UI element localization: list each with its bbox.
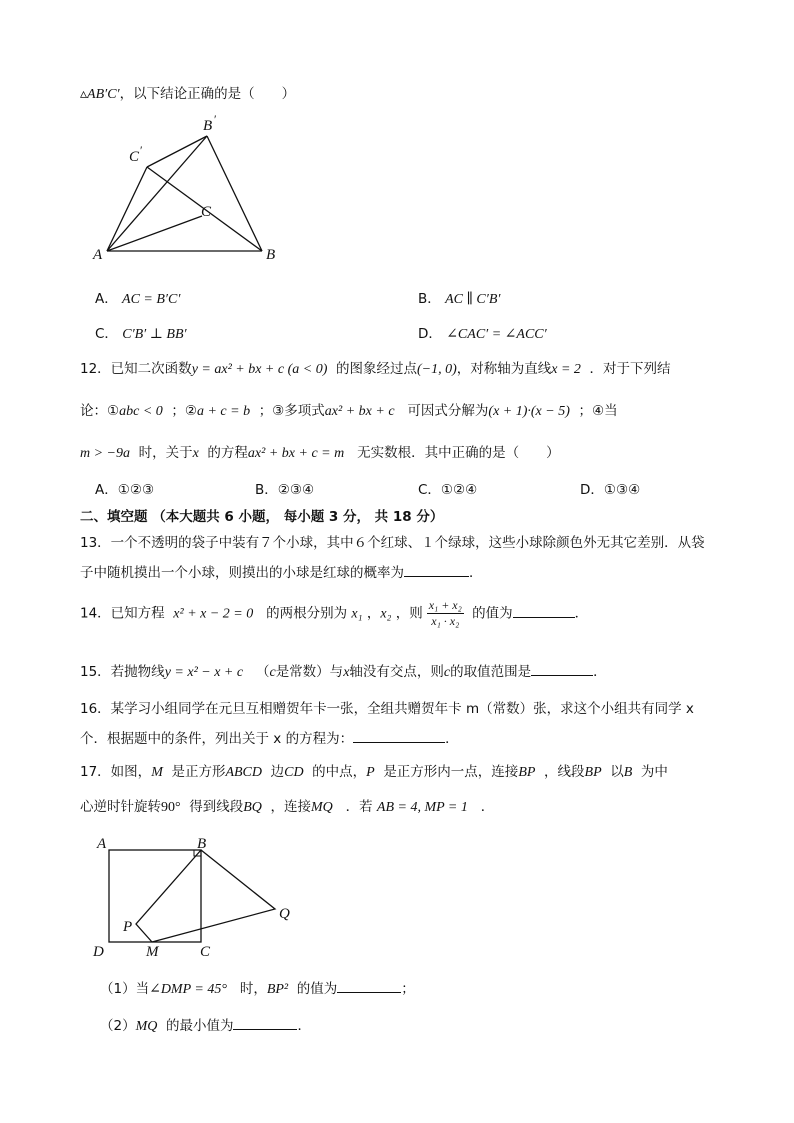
q15-text: （ bbox=[255, 664, 270, 680]
q12-equation: ax² + bx + c = m bbox=[247, 446, 345, 461]
q15-answer-blank[interactable] bbox=[531, 662, 593, 676]
q12-conclusion-2: a + c = b bbox=[196, 404, 251, 419]
q12-text: 论：① bbox=[80, 403, 120, 419]
q11-label-b-prime-mark: ′ bbox=[214, 112, 217, 126]
q14-root-1: x₁ bbox=[351, 606, 363, 622]
q17-sub1-text: （1）当 bbox=[100, 981, 150, 997]
q17-figure bbox=[90, 832, 300, 962]
q17-text: 以 bbox=[610, 764, 624, 780]
q12-text: ．对于下列结 bbox=[589, 361, 671, 377]
q17-label-m: M bbox=[146, 944, 159, 960]
q12-option-b: B．②③④ bbox=[255, 482, 315, 498]
q11-option-b-letter: B． bbox=[418, 291, 441, 307]
q12-text: ，对称轴为直线 bbox=[456, 361, 552, 377]
q17-point-m: M bbox=[151, 765, 163, 780]
q11-option-b-math: AC ∥ C′B′ bbox=[445, 292, 501, 307]
q14-text: 的两根分别为 bbox=[266, 605, 348, 622]
q17-sub1-text: 时， bbox=[239, 981, 267, 997]
q14-line bbox=[80, 598, 588, 629]
q17-side: CD bbox=[284, 765, 304, 780]
q17-label-d: D bbox=[93, 944, 104, 960]
q11-option-b bbox=[418, 287, 500, 308]
q11-stem-text: ，以下结论正确的是（ ） bbox=[119, 86, 296, 102]
q11-option-a bbox=[95, 287, 180, 308]
q16-answer-blank[interactable] bbox=[353, 729, 445, 743]
q12-text: ；④当 bbox=[578, 403, 618, 419]
q17-segment-bp: BP bbox=[518, 765, 536, 780]
q11-option-a-letter: A． bbox=[95, 291, 118, 307]
q13-text: 子中随机摸出一个小球，则摸出的小球是红球的概率为 bbox=[80, 565, 404, 581]
q17-given: AB = 4, MP = 1 bbox=[376, 800, 468, 815]
q14-text: 14．已知方程 bbox=[80, 605, 165, 622]
q17-label-c: C bbox=[200, 944, 211, 960]
q12-text: 的图象经过点 bbox=[335, 361, 417, 377]
q12-text: 无实数根．其中正确的是（ ） bbox=[357, 445, 560, 461]
q16-line1: 16．某学习小组同学在元旦互相赠贺年卡一张，全组共赠贺年卡 m（常数）张，求这个小组共有同学 x bbox=[80, 701, 694, 717]
q17-text: 17．如图， bbox=[80, 764, 152, 780]
q12-text: ；③多项式 bbox=[258, 403, 325, 419]
q17-sub2-answer-blank[interactable] bbox=[233, 1016, 297, 1030]
q16-text: 个．根据题中的条件，列出关于 x 的方程为： bbox=[80, 731, 354, 747]
q11-line-a-b-prime bbox=[107, 136, 207, 251]
q11-label-a: A bbox=[93, 247, 103, 263]
q17-text: 得到线段 bbox=[189, 799, 244, 815]
q17-sub1-answer-blank[interactable] bbox=[337, 979, 401, 993]
q17-segment-bp: BP bbox=[584, 765, 602, 780]
q12-text: 12．已知二次函数 bbox=[80, 361, 192, 377]
q14-answer-blank[interactable] bbox=[513, 604, 575, 618]
q12-conclusion-1: abc < 0 bbox=[119, 404, 163, 419]
q17-segment-bp-pm bbox=[136, 850, 201, 942]
q14-root-2: x₂ bbox=[380, 606, 392, 622]
q12-line3 bbox=[80, 441, 560, 462]
q17-sub2-end: ． bbox=[297, 1018, 311, 1034]
q17-text: 为中 bbox=[640, 764, 668, 780]
q17-square: ABCD bbox=[225, 765, 263, 780]
q12-option-c: C．①②④ bbox=[418, 482, 478, 498]
q12-text: 可因式分解为 bbox=[407, 403, 489, 419]
q12-axis: x = 2 bbox=[551, 362, 581, 377]
q17-sub1-text: 的值为 bbox=[296, 981, 338, 997]
q17-text: 是正方形 bbox=[171, 764, 226, 780]
q17-label-q: Q bbox=[279, 906, 290, 922]
q11-figure bbox=[90, 110, 290, 270]
q11-label-b: B bbox=[266, 247, 276, 263]
q11-label-c-prime: C bbox=[129, 149, 140, 165]
q17-label-p: P bbox=[123, 919, 133, 935]
q11-label-c: C bbox=[201, 204, 212, 220]
q15-variable-c: c bbox=[443, 665, 451, 680]
q11-option-c-math: C′B′ ⊥ BB′ bbox=[122, 327, 187, 342]
q12-line2 bbox=[80, 399, 618, 420]
q11-line-b-prime-b bbox=[207, 136, 262, 251]
section-heading: 二、填空题 （本大题共 6 小题， 每小题 3 分， 共 18 分） bbox=[80, 509, 444, 525]
q11-stem bbox=[80, 82, 295, 103]
q15-variable-x: x bbox=[343, 665, 350, 680]
q17-text: ． bbox=[480, 799, 495, 815]
q17-text: ，线段 bbox=[544, 764, 585, 780]
q11-line-c-prime-b-prime bbox=[147, 136, 207, 167]
q13-line2 bbox=[80, 561, 483, 581]
q14-end: ． bbox=[574, 605, 589, 622]
q11-option-a-math: AC = B′C′ bbox=[122, 292, 181, 307]
q12-function: y = ax² + bx + c (a < 0) bbox=[191, 362, 328, 377]
q11-label-b-prime: B bbox=[203, 118, 213, 134]
q15-end: ． bbox=[593, 664, 607, 680]
q17-sub2-text: （2） bbox=[100, 1018, 136, 1034]
q17-line2 bbox=[80, 795, 494, 816]
q17-text: 是正方形内一点，连接 bbox=[383, 764, 519, 780]
q17-text: ，连接 bbox=[270, 799, 311, 815]
q17-line1 bbox=[80, 760, 668, 781]
q14-denominator: x₁ · x₂ bbox=[431, 614, 460, 628]
q11-option-d bbox=[418, 322, 547, 343]
q12-option-a: A．①②③ bbox=[95, 482, 155, 498]
q17-text: 边 bbox=[270, 764, 285, 780]
q17-sub2-segment: MQ bbox=[135, 1019, 158, 1034]
q17-text: 的中点， bbox=[312, 764, 367, 780]
q17-text: 心逆时针旋转 bbox=[80, 799, 161, 815]
q17-sub1 bbox=[100, 977, 415, 998]
q17-angle: 90° bbox=[161, 800, 181, 815]
q17-segment-bq: BQ bbox=[243, 800, 262, 815]
q17-sub1-condition: ∠DMP = 45° bbox=[149, 982, 227, 997]
q12-line1 bbox=[80, 357, 671, 378]
q15-text: 的取值范围是 bbox=[450, 664, 532, 680]
q12-text: ；② bbox=[171, 403, 197, 419]
q15-parabola: y = x² − x + c bbox=[164, 665, 244, 680]
q14-text: ， bbox=[366, 605, 381, 622]
q14-fraction bbox=[427, 598, 464, 629]
q12-option-d: D．①③④ bbox=[580, 482, 641, 498]
q15-text: 轴没有交点，则 bbox=[349, 664, 444, 680]
q14-text: 的值为 bbox=[472, 605, 513, 622]
q13-end: ． bbox=[469, 565, 483, 581]
q13-line1: 13．一个不透明的袋子中装有７个小球，其中６个红球、１个绿球，这些小球除颜色外无其它差别．从袋 bbox=[80, 535, 705, 551]
q11-label-c-prime-mark: ′ bbox=[140, 143, 143, 157]
q12-text: 时，关于 bbox=[138, 445, 193, 461]
q17-segment-mq: MQ bbox=[310, 800, 333, 815]
q17-sub2 bbox=[100, 1014, 311, 1035]
q14-equation: x² + x − 2 = 0 bbox=[173, 606, 254, 622]
q12-polynomial: ax² + bx + c bbox=[324, 404, 395, 419]
q15-text: 15．若抛物线 bbox=[80, 664, 165, 680]
q11-option-d-letter: D． bbox=[418, 326, 442, 342]
q17-text: ．若 bbox=[345, 799, 373, 815]
q12-condition: m > −9a bbox=[80, 446, 131, 461]
q11-option-c bbox=[95, 322, 187, 343]
q17-label-a: A bbox=[97, 836, 107, 852]
q12-text: 的方程 bbox=[207, 445, 248, 461]
q11-stem-math: ▵AB′C′ bbox=[80, 87, 120, 102]
q14-numerator: x₁ + x₂ bbox=[428, 598, 462, 612]
q17-segment-bq-qm bbox=[152, 850, 275, 942]
q17-label-b: B bbox=[197, 836, 207, 852]
q11-option-d-math: ∠CAC′ = ∠ACC′ bbox=[446, 327, 547, 342]
q17-sub1-expression: BP² bbox=[266, 982, 289, 997]
q12-point: (−1, 0) bbox=[416, 362, 457, 377]
q13-answer-blank[interactable] bbox=[404, 563, 469, 577]
q16-end: ． bbox=[445, 731, 459, 747]
q17-point-p: P bbox=[366, 765, 375, 780]
q17-sub2-text: 的最小值为 bbox=[165, 1018, 234, 1034]
q14-text: ，则 bbox=[395, 605, 423, 622]
q17-sub1-end: ； bbox=[401, 981, 415, 997]
q11-option-c-letter: C． bbox=[95, 326, 118, 342]
q17-point-b: B bbox=[623, 765, 633, 780]
q12-factorization: (x + 1)·(x − 5) bbox=[488, 404, 570, 419]
q15-variable-c: c bbox=[269, 665, 276, 680]
q15-line bbox=[80, 660, 607, 681]
q15-text: 是常数）与 bbox=[275, 664, 344, 680]
q12-variable: x bbox=[192, 446, 199, 461]
q16-line2 bbox=[80, 727, 459, 747]
